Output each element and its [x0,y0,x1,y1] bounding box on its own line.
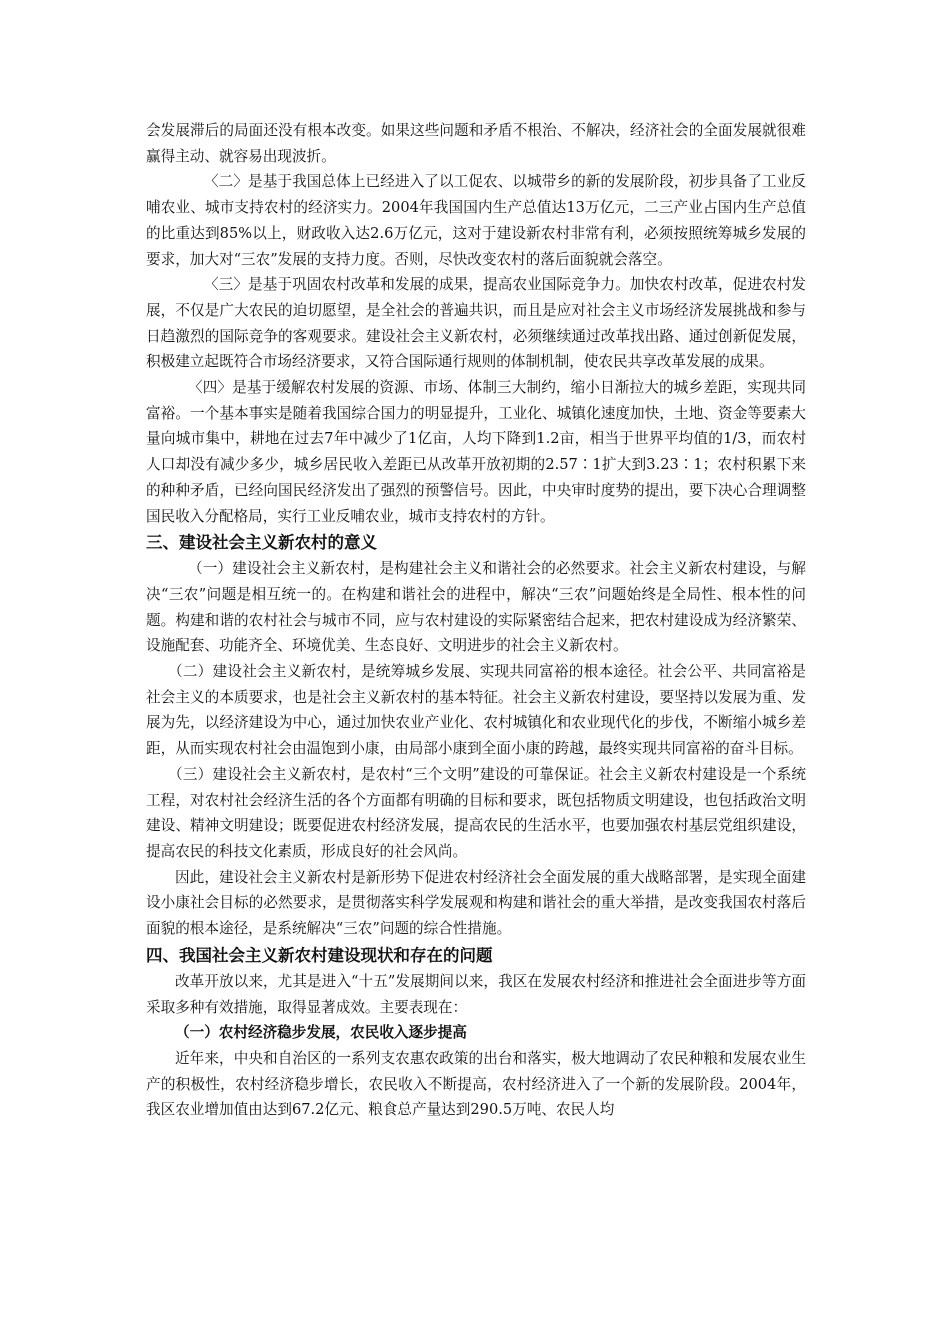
document-page [146,118,806,1123]
paragraph-significance-two: （二）建设社会主义新农村，是统筹城乡发展、实现共同富裕的根本途径。社会公平、共同富裕是社会主义的本质要求，也是社会主义新农村的基本特征。社会主义新农村建设，要坚持以发展为重、发展为先，以经济建设为中心，通过加快农业产业化、农村城镇化和农业现代化的步伐，不断缩小城乡差距，从而实现农村社会由温饱到小康，由局部小康到全面小康的跨越，最终实现共同富裕的奋斗目标。 [146,663,806,758]
paragraph-reason-three: 〈三〉是基于巩固农村改革和发展的成果，提高农业国际竞争力。加快农村改革，促进农村发展，不仅是广大农民的迫切愿望，是全社会的普遍共识，而且是应对社会主义市场经济发展挑战和参与日趋激烈的国际竞争的客观要求。建设社会主义新农村，必须继续通过改革找出路、通过创新促发展，积极建立起既符合市场经济要求，又符合国际通行规则的体制机制，使农民共享改革发展的成果。 [146,276,806,371]
paragraph-reason-two: 〈二〉是基于我国总体上已经进入了以工促农、以城带乡的新的发展阶段，初步具备了工业反哺农业、城市支持农村的经济实力。2004年我国国内生产总值达13万亿元，二三产业占国内生产总值的比重达到85%以上，财政收入达2.6万亿元，这对于建设新农村非常有利，必须按照统筹城乡发展的要求，加大对“三农”发展的支持力度。否则，尽快改变农村的落后面貌就会落空。 [146,173,806,268]
section-heading-three: 三、建设社会主义新农村的意义 [146,533,377,553]
paragraph-rural-economy: 近年来，中央和自治区的一系列支农惠农政策的出台和落实，极大地调动了农民种粮和发展农业生产的积极性，农村经济稳步增长，农民收入不断提高，农村经济进入了一个新的发展阶段。2004年，我区农业增加值由达到67.2亿元、粮食总产量达到290.5万吨、农民人均 [146,1049,806,1119]
paragraph-conclusion: 因此，建设社会主义新农村是新形势下促进农村经济社会全面发展的重大战略部署，是实现全面建设小康社会目标的必然要求，是贯彻落实科学发展观和构建和谐社会的重大举措，是改变我国农村落后面貌的根本途径，是系统解决“三农”问题的综合性措施。 [146,868,806,938]
paragraph-continuation: 会发展滞后的局面还没有根本改变。如果这些问题和矛盾不根治、不解决，经济社会的全面发展就很难赢得主动、就容易出现波折。 [146,122,806,165]
paragraph-reason-four: 〈四〉是基于缓解农村发展的资源、市场、体制三大制约，缩小日渐拉大的城乡差距，实现共同富裕。一个基本事实是随着我国综合国力的明显提升，工业化、城镇化速度加快，土地、资金等要素大量向城市集中，耕地在过去7年中减少了1亿亩，人均下降到1.2亩，相当于世界平均值的1/3，而农村人口却没有减少多少，城乡居民收入差距已从改革开放初期的2.57∶1扩大到3.23∶1；农村积累下来的种种矛盾，已经向国民经济发出了强烈的预警信号。因此，中央审时度势的提出，要下决心合理调整国民收入分配格局，实行工业反哺农业，城市支持农村的方针。 [146,379,806,525]
paragraph-intro: 改革开放以来，尤其是进入“十五”发展期间以来，我区在发展农村经济和推进社会全面进步等方面采取多种有效措施，取得显著成效。主要表现在： [146,972,806,1016]
paragraph-significance-one: （一）建设社会主义新农村，是构建社会主义和谐社会的必然要求。社会主义新农村建设，与解决“三农”问题是相互统一的。在构建和谐社会的进程中，解决“三农”问题始终是全局性、根本性的问题。构建和谐的农村社会与城市不同，应与农村建设的实际紧密结合起来，把农村建设成为经济繁荣、设施配套、功能齐全、环境优美、生态良好、文明进步的社会主义新农村。 [146,560,806,655]
paragraph-significance-three: （三）建设社会主义新农村，是农村“三个文明”建设的可靠保证。社会主义新农村建设是一个系统工程，对农村社会经济生活的各个方面都有明确的目标和要求，既包括物质文明建设，也包括政治文明建设、精神文明建设；既要促进农村经济发展，提高农民的生活水平，也要加强农村基层党组织建设，提高农民的科技文化素质，形成良好的社会风尚。 [146,765,806,860]
section-heading-four: 四、我国社会主义新农村建设现状和存在的问题 [146,945,493,965]
subsection-heading-one: （一）农村经济稳步发展，农民收入逐步提高 [175,1024,467,1042]
